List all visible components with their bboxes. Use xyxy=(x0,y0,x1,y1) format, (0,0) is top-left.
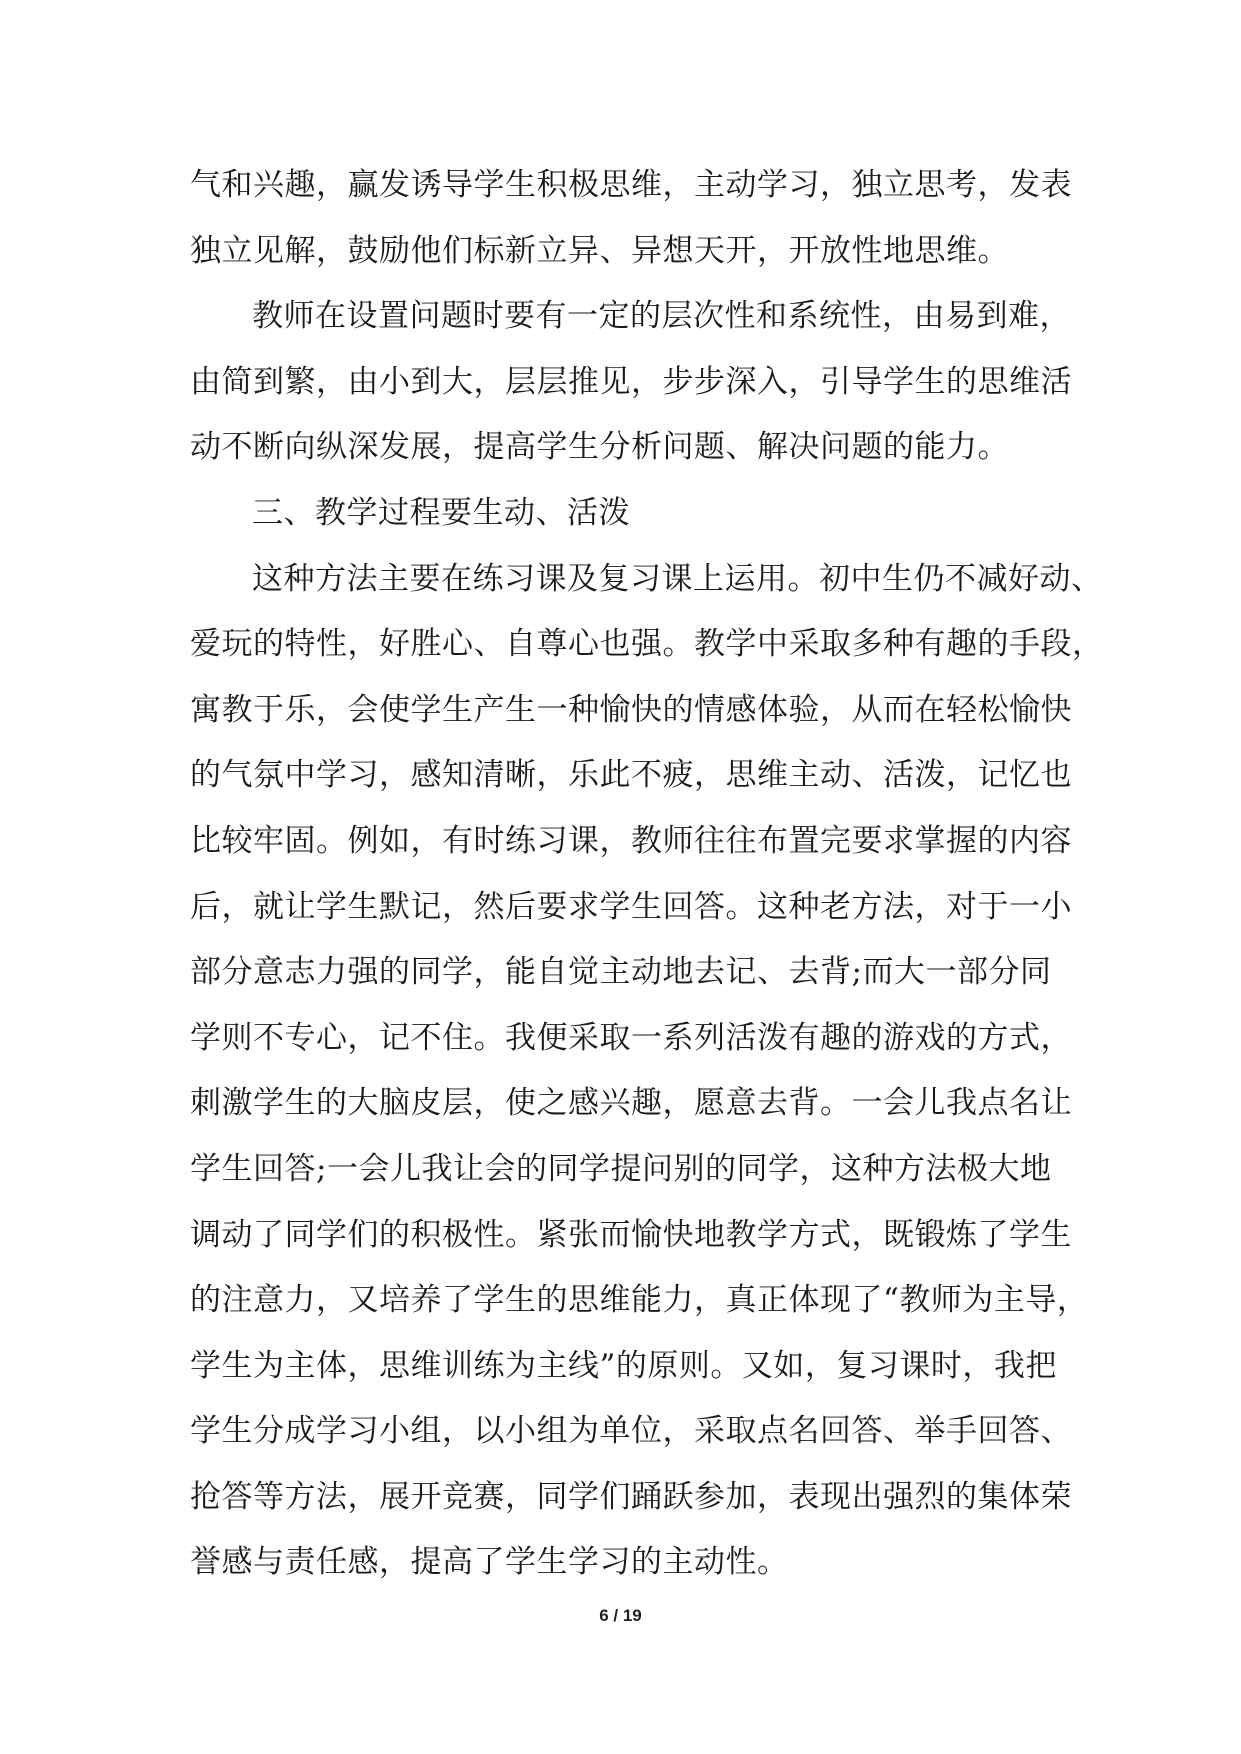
text-line: 动不断向纵深发展，提高学生分析问题、解决问题的能力。 xyxy=(190,429,1009,466)
text-line: 的注意力，又培养了学生的思维能力，真正体现了“教师为主导， xyxy=(190,1282,1089,1319)
text-line: 刺激学生的大脑皮层，使之感兴趣，愿意去背。一会儿我点名让 xyxy=(190,1085,1072,1122)
text-line: 学则不专心，记不住。我便采取一系列活泼有趣的游戏的方式， xyxy=(190,1019,1072,1056)
text-line: 教师在设置问题时要有一定的层次性和系统性，由易到难， xyxy=(252,298,1071,335)
text-line: 后，就让学生默记，然后要求学生回答。这种老方法，对于一小 xyxy=(190,888,1072,925)
text-line: 学生为主体，思维训练为主线”的原则。又如，复习课时，我把 xyxy=(190,1347,1057,1384)
page-number: 6 / 19 xyxy=(599,1606,642,1625)
text-line: 誉感与责任感，提高了学生学习的主动性。 xyxy=(190,1544,789,1581)
text-line: 这种方法主要在练习课及复习课上运用。初中生仍不减好动、 xyxy=(252,560,1103,597)
text-line: 部分意志力强的同学，能自觉主动地去记、去背;而大一部分同 xyxy=(190,954,1052,991)
body-text xyxy=(190,153,1104,1596)
text-line: 寓教于乐，会使学生产生一种愉快的情感体验，从而在轻松愉快 xyxy=(190,691,1072,728)
text-line: 气和兴趣，赢发诱导学生积极思维，主动学习，独立思考，发表 xyxy=(190,167,1072,203)
text-line: 学生分成学习小组，以小组为单位，采取点名回答、举手回答、 xyxy=(190,1413,1072,1450)
text-line: 三、教学过程要生动、活泼 xyxy=(252,494,630,531)
text-line: 爱玩的特性，好胜心、自尊心也强。教学中采取多种有趣的手段， xyxy=(190,626,1104,663)
text-line: 学生回答;一会儿我让会的同学提问别的同学，这种方法极大地 xyxy=(190,1150,1052,1187)
text-line: 比较牢固。例如，有时练习课，教师往往布置完要求掌握的内容 xyxy=(190,822,1072,859)
text-line: 由简到繁，由小到大，层层推见，步步深入，引导学生的思维活 xyxy=(190,363,1072,400)
text-line: 抢答等方法，展开竞赛，同学们踊跃参加，表现出强烈的集体荣 xyxy=(190,1478,1072,1515)
text-line: 独立见解，鼓励他们标新立异、异想天开，开放性地思维。 xyxy=(190,232,1009,269)
text-line: 调动了同学们的积极性。紧张而愉快地教学方式，既锻炼了学生 xyxy=(190,1216,1072,1253)
text-line: 的气氛中学习，感知清晰，乐此不疲，思维主动、活泼，记忆也 xyxy=(190,757,1072,794)
